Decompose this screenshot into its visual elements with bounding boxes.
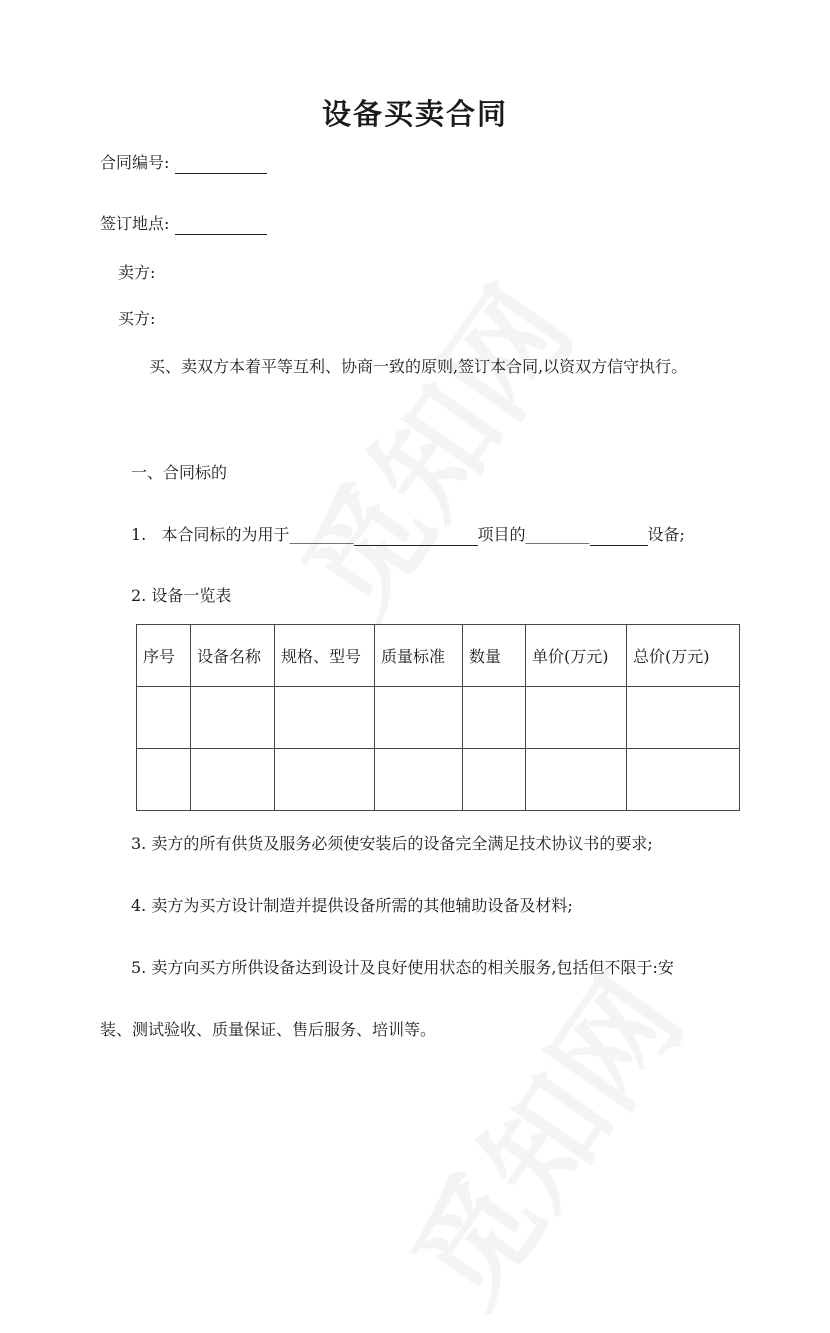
project-blank[interactable] [354,527,478,546]
column-header: 单价(万元) [526,625,627,687]
table-cell[interactable] [275,749,375,811]
contract-number-row [100,152,267,174]
column-header: 设备名称 [191,625,275,687]
table-cell[interactable] [137,749,191,811]
item-2: 2. 设备一览表 [131,586,232,605]
contract-number-label: 合同编号: [100,153,170,172]
table-row [137,687,740,749]
item-5-line-2: 装、测试验收、质量保证、售后服务、培训等。 [100,1020,437,1039]
table-cell[interactable] [627,749,740,811]
sign-place-blank[interactable] [175,216,267,235]
column-header: 质量标准 [375,625,463,687]
sign-place-row [100,213,267,235]
table-header-row [137,625,740,687]
sign-place-label: 签订地点: [100,214,170,233]
table-cell[interactable] [137,687,191,749]
buyer-label: 买方: [118,309,156,328]
item-1 [131,524,685,546]
watermark [366,939,713,1333]
column-header: 数量 [463,625,526,687]
contract-number-blank[interactable] [175,155,267,174]
table-cell[interactable] [526,687,627,749]
equipment-blank[interactable] [590,527,648,546]
column-header: 序号 [137,625,191,687]
seller-label: 卖方: [118,263,156,282]
table-cell[interactable] [191,687,275,749]
equipment-table [136,624,740,811]
section-heading: 一、合同标的 [131,463,228,482]
table-row [137,749,740,811]
table-cell[interactable] [526,749,627,811]
table-cell[interactable] [463,687,526,749]
item-5-line-1: 5. 卖方向买方所供设备达到设计及良好使用状态的相关服务,包括但不限于:安 [131,958,674,977]
intro-paragraph: 买、卖双方本着平等互利、协商一致的原则,签订本合同,以资双方信守执行。 [149,357,688,376]
item-1-middle: 项目的________ [477,525,590,544]
column-header: 总价(万元) [627,625,740,687]
table-cell[interactable] [191,749,275,811]
item-1-prefix: 1. 本合同标的为用于________ [131,525,354,544]
table-cell[interactable] [627,687,740,749]
watermark [256,249,603,643]
item-1-suffix: 设备; [647,525,685,544]
item-3: 3. 卖方的所有供货及服务必须使安装后的设备完全满足技术协议书的要求; [131,834,653,853]
item-4: 4. 卖方为买方设计制造并提供设备所需的其他辅助设备及材料; [131,896,573,915]
table-cell[interactable] [463,749,526,811]
column-header: 规格、型号 [275,625,375,687]
table-cell[interactable] [375,687,463,749]
table-cell[interactable] [275,687,375,749]
document-title: 设备买卖合同 [321,97,508,131]
table-cell[interactable] [375,749,463,811]
